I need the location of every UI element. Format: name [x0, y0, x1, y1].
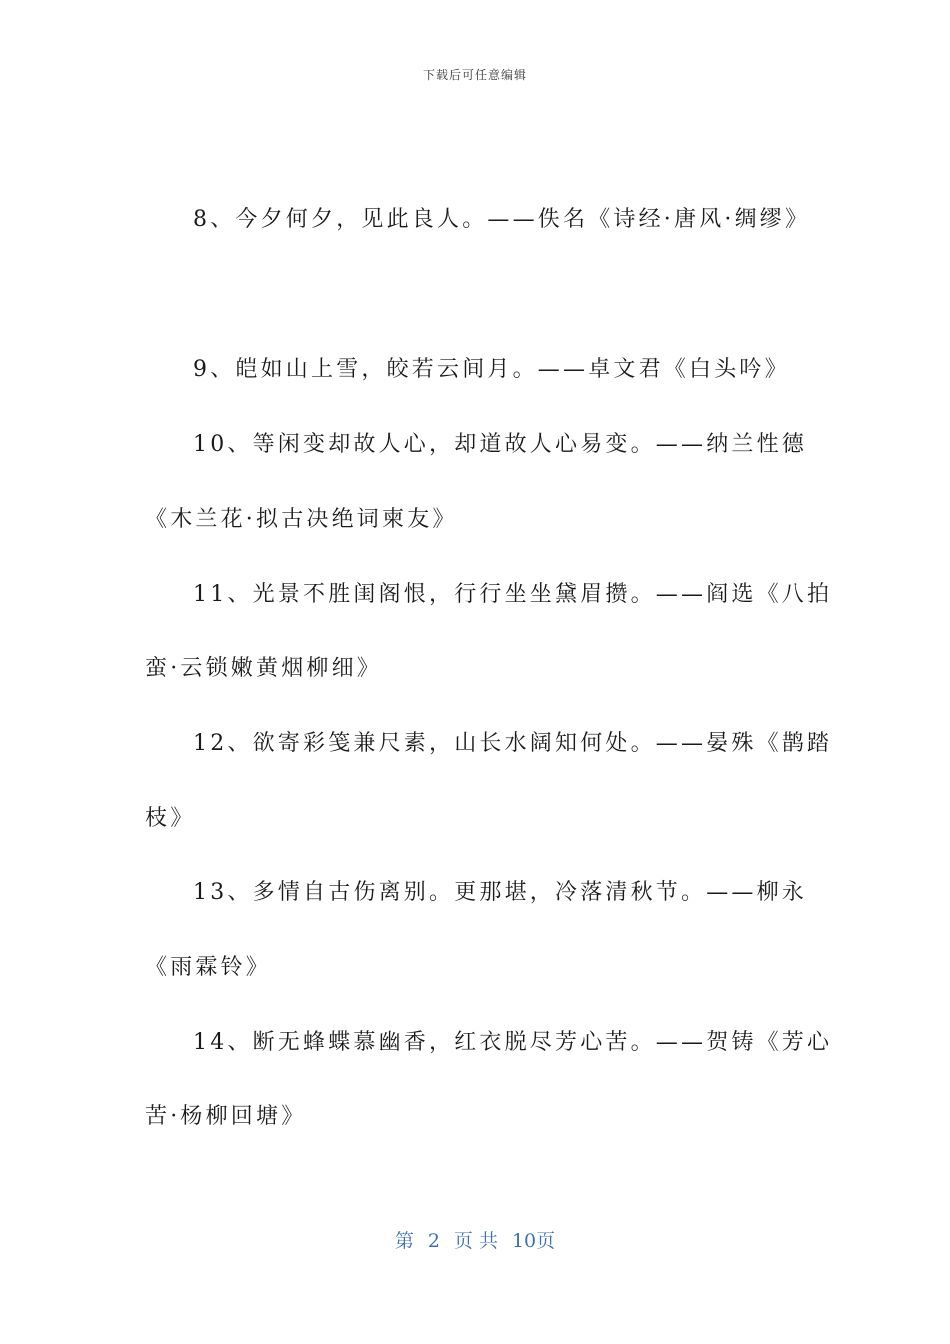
page-header: 下载后可任意编辑	[422, 68, 527, 82]
poem-line-10-cont: 《木兰花·拟古决绝词柬友》	[145, 507, 458, 532]
poem-line-12-cont: 枝》	[145, 806, 196, 831]
poem-line-11-cont: 蛮·云锁嫩黄烟柳细》	[145, 656, 382, 681]
page-footer	[0, 1226, 950, 1253]
footer-middle: 页 共	[453, 1230, 498, 1252]
poem-line-14-cont: 苦·杨柳回塘》	[145, 1104, 307, 1129]
poem-line-10: 10、等闲变却故人心，却道故人心易变。——纳兰性德	[193, 432, 807, 457]
poem-line-14: 14、断无蜂蝶慕幽香，红衣脱尽芳心苦。——贺铸《芳心	[193, 1030, 833, 1055]
poem-line-11: 11、光景不胜闺阁恨，行行坐坐黛眉攒。——阎选《八拍	[193, 582, 833, 607]
poem-line-12: 12、欲寄彩笺兼尺素，山长水阔知何处。——晏殊《鹊踏	[193, 731, 833, 756]
poem-line-13: 13、多情自古伤离别。更那堪，冷落清秋节。——柳永	[193, 880, 807, 905]
poem-line-9: 9、皑如山上雪，皎若云间月。——卓文君《白头吟》	[193, 357, 790, 382]
footer-page-number: 2	[427, 1230, 440, 1252]
poem-line-13-cont: 《雨霖铃》	[145, 955, 272, 980]
footer-total-pages: 10	[511, 1230, 537, 1252]
footer-prefix: 第	[394, 1230, 414, 1252]
poem-line-8: 8、今夕何夕，见此良人。——佚名《诗经·唐风·绸缪》	[193, 207, 811, 232]
footer-suffix: 页	[536, 1230, 556, 1252]
